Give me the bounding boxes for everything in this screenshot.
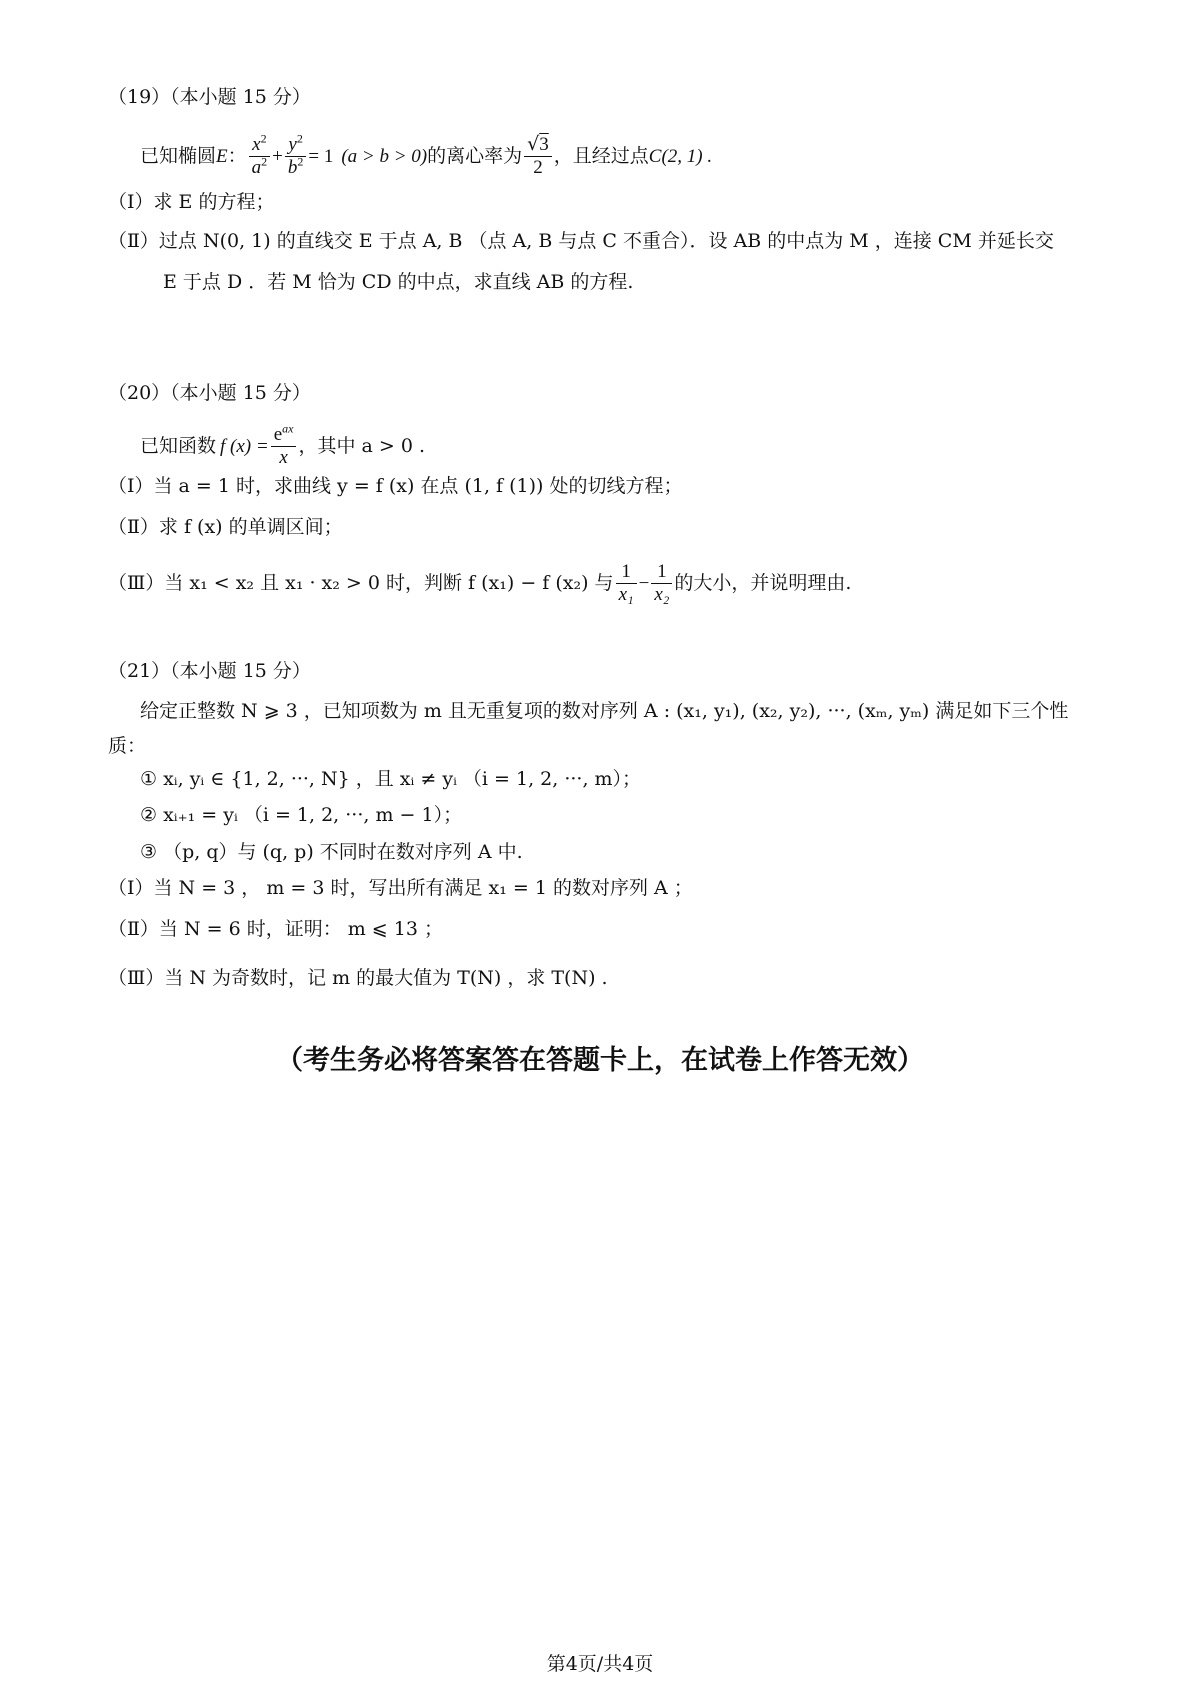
q20-part2 xyxy=(108,518,343,537)
q19-part1-text: 求 E 的方程； xyxy=(153,191,275,213)
q21-part2-text: 当 N = 6 时，证明： m ⩽ 13 ； xyxy=(158,918,443,940)
q21-part3 xyxy=(108,969,608,988)
q21-prop1: ① xᵢ, yᵢ ∈ {1, 2, ···, N} ，且 xᵢ ≠ yᵢ （i = 1, 2, ···, m）； xyxy=(140,768,642,790)
q20-part3-minus: − xyxy=(638,572,650,594)
q20-part3-label: （Ⅲ） xyxy=(108,571,165,594)
q19-condition: (a > b > 0) xyxy=(341,145,428,167)
q20-frac: $\frac{e^{ax}}{x}$ xyxy=(271,424,297,469)
q21-prop3: ③ （p, q）与 (q, p) 不同时在数对序列 A 中. xyxy=(140,841,523,863)
q20-part1-label: （Ⅰ） xyxy=(108,475,154,497)
q19-pass-text: ，且经过点 xyxy=(553,144,649,167)
q19-part1-label: （Ⅰ） xyxy=(108,191,154,213)
q20-part3-prefix: 当 x₁ < x₂ 且 x₁ · x₂ > 0 时，判断 f (x₁) − f (x₂) 与 xyxy=(164,571,614,594)
q20-part2-label: （Ⅱ） xyxy=(108,516,159,538)
q20-part3-suffix: 的大小，并说明理由. xyxy=(674,571,852,594)
exam-notice: （考生务必将答案答在答题卡上，在试卷上作答无效） xyxy=(276,1045,924,1076)
q21-part1 xyxy=(108,879,693,898)
q21-part2-label: （Ⅱ） xyxy=(108,918,159,940)
q21-stem-line2: 质： xyxy=(108,735,147,757)
q20-part3-frac2: $\frac{1}{\text{x₂}}$ xyxy=(651,561,672,606)
q21-prop2: ② xᵢ₊₁ = yᵢ （i = 1, 2, ···, m − 1）； xyxy=(140,804,463,826)
q19-frac-x: $\frac{x^2}{a^2}$ xyxy=(249,134,271,179)
q20-part1 xyxy=(108,477,683,496)
q19-ecc-frac: $\frac{√3}{2}$ xyxy=(524,134,552,179)
q19-ellipse-name: E xyxy=(216,145,228,167)
q19-ecc-text: 的离心率为 xyxy=(427,144,523,167)
q19-part2-line1: 过点 N(0, 1) 的直线交 E 于点 A, B （点 A, B 与点 C 不重合）．设 AB 的中点为 M ，连接 CM 并延长交 xyxy=(158,230,1054,252)
q21-part1-text: 当 N = 3 ， m = 3 时，写出所有满足 x₁ = 1 的数对序列 A ； xyxy=(153,877,693,899)
q19-stem-prefix: 已知椭圆 xyxy=(140,144,217,167)
q20-stem xyxy=(140,420,425,472)
q21-header: （21）（本小题 15 分） xyxy=(108,660,311,682)
page-footer: 第4页/共4页 xyxy=(546,1653,654,1675)
q19-stem: 已知椭圆 E ： $\frac{x^2}{a^2}$ + $\frac{y^2}{b^2}$ = 1 (a > b > 0) 的离心率为 $\frac{√3}{2}$ ，且经过点 C(2, 1) . xyxy=(140,131,713,178)
q20-part3-frac1: $\frac{1}{\text{x₁}}$ xyxy=(616,561,637,606)
q19-frac-y: $\frac{y^2}{b^2}$ xyxy=(285,134,307,179)
q20-part3 xyxy=(108,556,851,610)
q21-part3-label: （Ⅲ） xyxy=(108,967,165,989)
q19-header: （19）（本小题 15 分） xyxy=(108,86,311,108)
q20-part2-text: 求 f (x) 的单调区间； xyxy=(158,516,343,538)
q20-stem-prefix: 已知函数 xyxy=(140,434,217,457)
q20-func: f (x) = xyxy=(220,435,269,457)
q21-part3-text: 当 N 为奇数时，记 m 的最大值为 T(N) ，求 T(N) . xyxy=(164,967,608,989)
q20-stem-suffix: ，其中 a > 0 . xyxy=(298,434,426,457)
q19-part1 xyxy=(108,193,274,212)
q19-part2 xyxy=(108,232,1054,251)
q20-part1-text: 当 a = 1 时，求曲线 y = f (x) 在点 (1, f (1)) 处的切线方程； xyxy=(153,475,683,497)
q19-eq-rhs: = 1 xyxy=(308,145,334,167)
q20-header: （20）（本小题 15 分） xyxy=(108,382,311,404)
q21-part1-label: （Ⅰ） xyxy=(108,877,154,899)
q19-part2-label: （Ⅱ） xyxy=(108,230,159,252)
q21-part2 xyxy=(108,920,443,939)
q21-stem-line1: 给定正整数 N ⩾ 3 ，已知项数为 m 且无重复项的数对序列 A : (x₁, y₁), (x₂, y₂), ···, (xₘ, yₘ) 满足如下三个性 xyxy=(140,700,1069,722)
q19-point-c: C(2, 1) . xyxy=(648,145,713,167)
q19-part2-line2: E 于点 D ．若 M 恰为 CD 的中点，求直线 AB 的方程. xyxy=(163,271,634,293)
